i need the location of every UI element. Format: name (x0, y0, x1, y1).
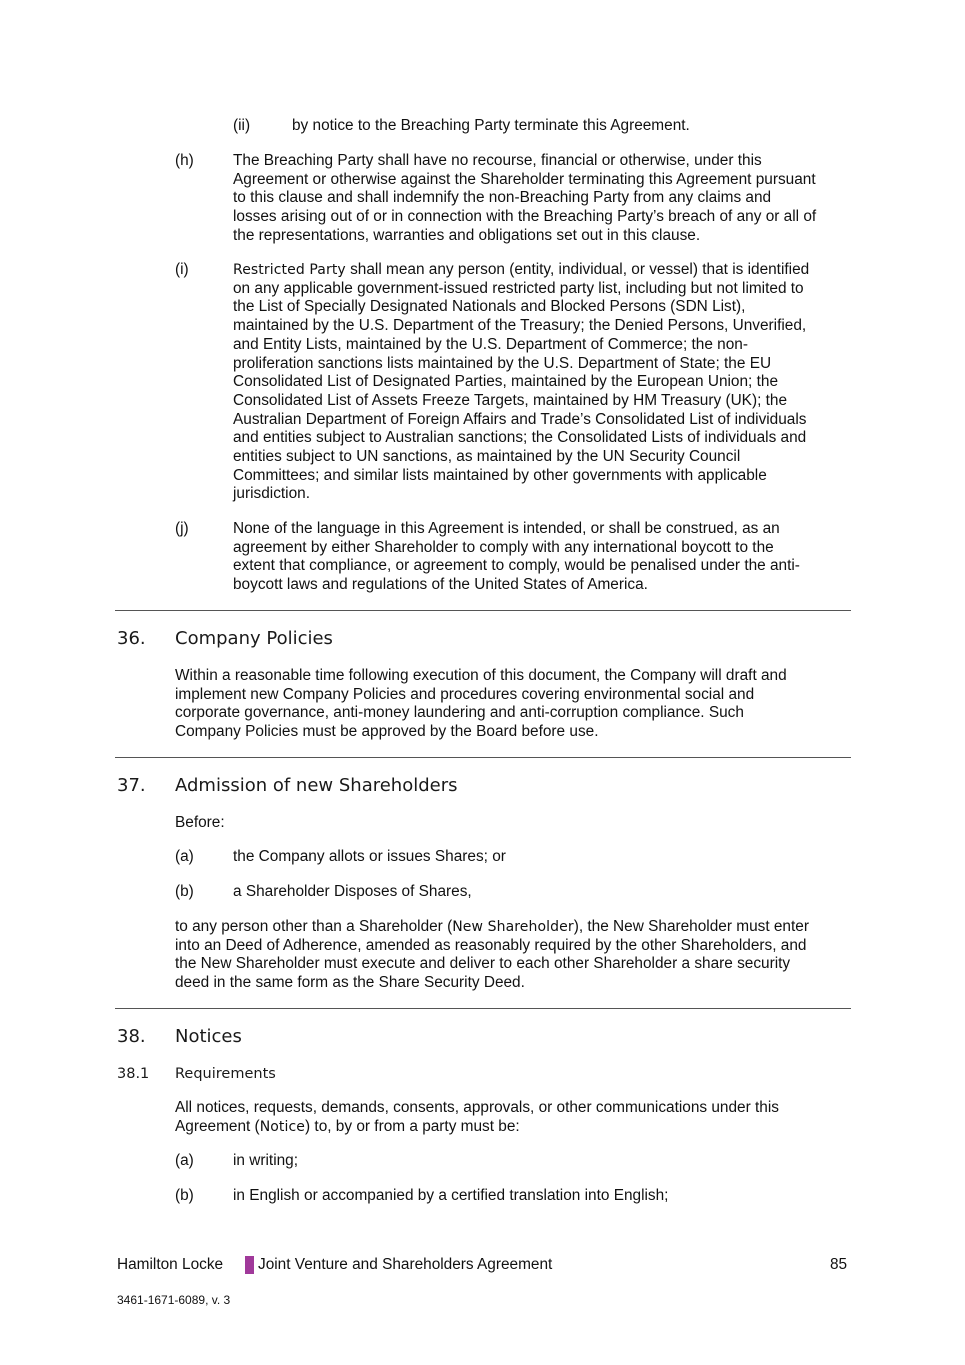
text-fragment: to any person other than a Shareholder ( (175, 918, 453, 935)
text-line: into an Deed of Adherence, amended as reasonably required by the other Shareholders, and (175, 936, 807, 954)
text-fragment: Agreement ( (175, 1117, 260, 1135)
section-38-1-title: Requirements (175, 1066, 276, 1082)
item-label-37a: (a) (175, 848, 194, 865)
item-text-i (233, 261, 809, 504)
text-fragment: ) to, by or from a party must be: (305, 1117, 520, 1135)
text-line: entities subject to UN sanctions, as maintained by the UN Security Council (233, 448, 741, 466)
text-fragment: shall mean any person (entity, individual, or vessel) that is identified (345, 261, 810, 278)
section-38-title: Notices (175, 1026, 242, 1047)
section-38-1-body (175, 1099, 779, 1136)
text-line: extent that compliance, or agreement to comply, would be penalised under the anti- (233, 557, 800, 575)
item-label-i: (i) (175, 261, 189, 278)
item-text-38b: in English or accompanied by a certified translation into English; (233, 1187, 669, 1204)
defined-term-new-shareholder: New Shareholder (452, 919, 574, 935)
text-line: maintained by the U.S. Department of the Treasury; the Denied Persons, Unverified, (233, 317, 807, 335)
section-36-body (175, 667, 787, 742)
text-line: implement new Company Policies and procedures covering environmental social and (175, 685, 755, 703)
text-line: The Breaching Party shall have no recourse, financial or otherwise, under this (233, 152, 762, 169)
section-36-number: 36. (117, 628, 146, 649)
item-text-38a: in writing; (233, 1152, 299, 1169)
text-line: None of the language in this Agreement is intended, or shall be construed, as an (233, 520, 780, 537)
section-37-intro: Before: (175, 814, 225, 831)
text-line: Australian Department of Foreign Affairs and Trade’s Consolidated List of individuals (233, 410, 807, 428)
text-line: and entities subject to Australian sanctions; the Consolidated Lists of individuals and (233, 429, 807, 447)
text-line: Company Policies must be approved by the Board before use. (175, 723, 599, 741)
item-label-j: (j) (175, 520, 189, 537)
footer-doc-title: Joint Venture and Shareholders Agreement (258, 1256, 553, 1273)
text-line (175, 1118, 779, 1137)
text-line: Agreement or otherwise against the Shareholder terminating this Agreement pursuant (233, 170, 816, 188)
section-divider (115, 757, 851, 758)
text-line: on any applicable government-issued restricted party list, including but not limited to (233, 279, 804, 297)
text-line: Committees; and similar lists maintained by other governments with applicable (233, 466, 767, 484)
text-line: jurisdiction. (233, 485, 310, 503)
item-label-37b: (b) (175, 883, 194, 900)
text-line: Consolidated List of Designated Parties, maintained by the European Union; the (233, 373, 778, 391)
text-line (175, 918, 809, 937)
item-label-h: (h) (175, 152, 194, 169)
item-label-ii: (ii) (233, 117, 251, 134)
text-line: agreement by either Shareholder to comply with any international boycott to the (233, 538, 774, 556)
item-text-j (233, 520, 800, 595)
text-line: the representations, warranties and obligations set out in this clause. (233, 226, 701, 244)
section-38-1-number: 38.1 (117, 1066, 150, 1082)
text-line: the New Shareholder must execute and deliver to each other Shareholder a share security (175, 955, 791, 973)
text-line: losses arising out of or in connection with the Breaching Party’s breach of any or all of (233, 208, 817, 226)
text-line: corporate governance, anti-money laundering and anti-corruption compliance. Such (175, 704, 744, 722)
item-text-37a: the Company allots or issues Shares; or (233, 848, 506, 865)
text-fragment: ), the New Shareholder must enter (573, 918, 809, 935)
text-line: proliferation sanctions lists maintained by the U.S. Department of State; the EU (233, 354, 772, 372)
text-line: All notices, requests, demands, consents, approvals, or other communications under this (175, 1099, 779, 1116)
text-line: and Entity Lists, maintained by the U.S. Department of Commerce; the non- (233, 335, 748, 353)
item-label-38a: (a) (175, 1152, 194, 1169)
footer-firm-name: Hamilton Locke (117, 1256, 224, 1273)
text-line: boycott laws and regulations of the United States of America. (233, 576, 648, 594)
text-line: Consolidated List of Assets Freeze Targets, maintained by HM Treasury (UK); the (233, 391, 788, 409)
footer-doc-id: 3461-1671-6089, v. 3 (117, 1293, 231, 1307)
section-divider (115, 1008, 851, 1009)
defined-term-notice: Notice (259, 1118, 306, 1135)
defined-term-restricted-party: Restricted Party (233, 262, 346, 278)
text-line: to this clause and shall indemnify the non-Breaching Party from any claims and (233, 189, 772, 207)
footer-page-number: 85 (830, 1256, 848, 1273)
text-line: Within a reasonable time following execution of this document, the Company will draft and (175, 667, 787, 684)
text-line (233, 261, 809, 280)
item-text-ii: by notice to the Breaching Party terminate this Agreement. (292, 117, 690, 134)
section-divider (115, 610, 851, 611)
item-label-38b: (b) (175, 1187, 194, 1204)
section-37-body (175, 918, 809, 993)
section-37-title: Admission of new Shareholders (175, 775, 458, 796)
section-36-title: Company Policies (175, 628, 333, 649)
text-line: deed in the same form as the Share Security Deed. (175, 974, 525, 992)
footer-accent-bar (245, 1256, 254, 1274)
section-37-number: 37. (117, 775, 146, 796)
text-line: the List of Specially Designated Nationals and Blocked Persons (SDN List), (233, 298, 746, 316)
item-text-37b: a Shareholder Disposes of Shares, (233, 883, 472, 900)
item-text-h (233, 152, 816, 246)
section-38-number: 38. (117, 1026, 146, 1047)
